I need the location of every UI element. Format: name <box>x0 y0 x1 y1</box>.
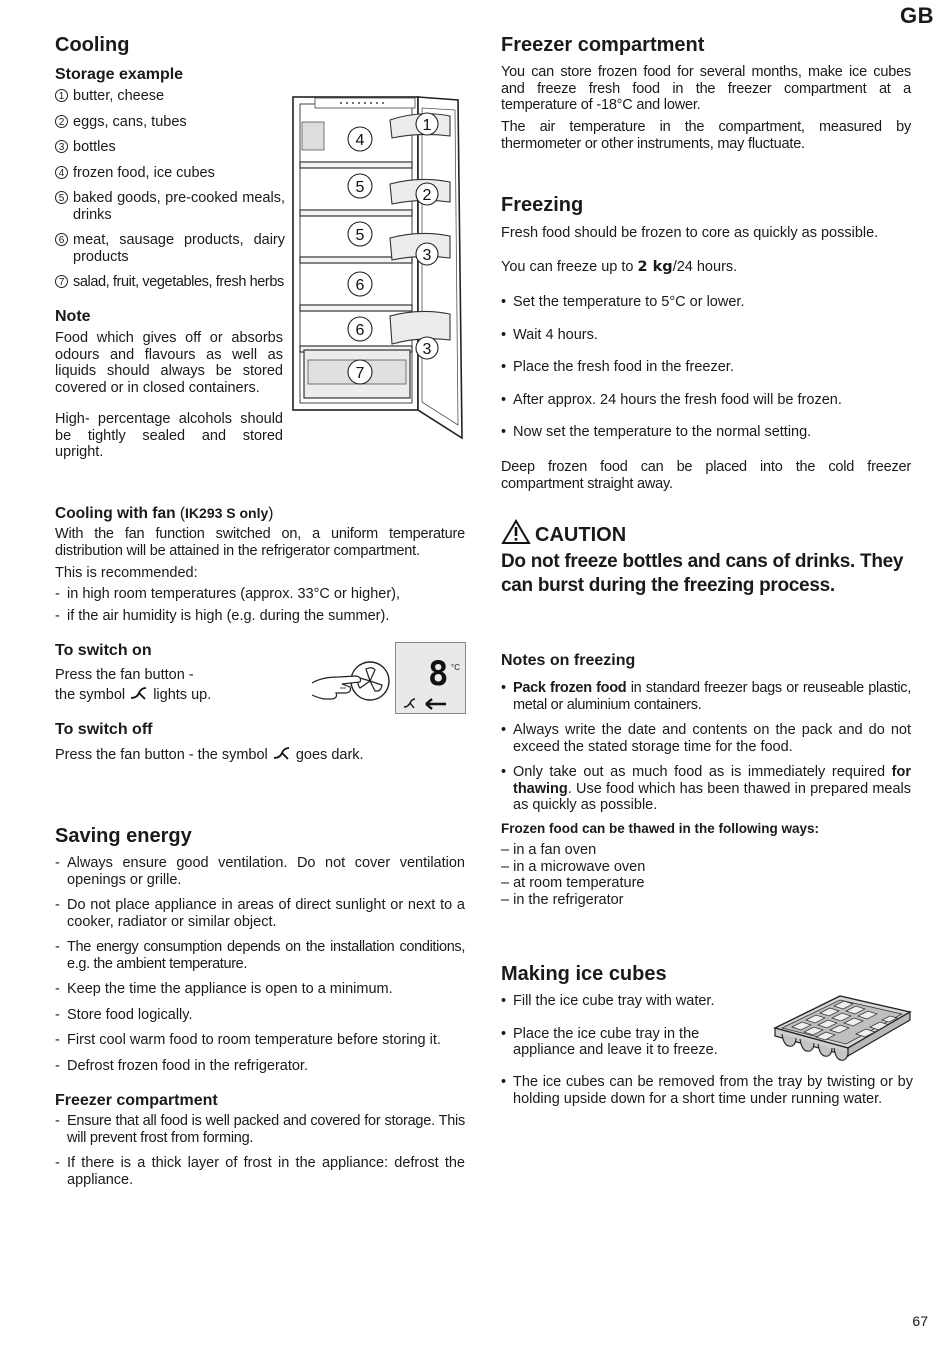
storage-item-text: bottles <box>73 139 116 155</box>
thaw-method: – in a microwave oven <box>501 858 646 875</box>
ice-step: • Fill the ice cube tray with water. <box>501 993 761 1010</box>
fan-condition-item: - if the air humidity is high (e.g. during the summer). <box>55 608 465 625</box>
storage-example-heading: Storage example <box>55 66 184 83</box>
fan-condition-item: - in high room temperatures (approx. 33°C or higher), <box>55 586 465 603</box>
caution-title: CAUTION <box>535 524 627 546</box>
energy-tip: - Do not place appliance in areas of direct sunlight or next to a cooker, radiator or similar object. <box>55 897 465 930</box>
warning-triangle-icon <box>501 519 531 545</box>
caution-text: Do not freeze bottles and cans of drinks. They can burst during the freezing process. <box>501 551 904 596</box>
fridge-label-6a: 6 <box>355 277 365 294</box>
door-label-3b: 3 <box>422 341 432 358</box>
notes-freezing-heading: Notes on freezing <box>501 652 636 669</box>
fridge-label-7: 7 <box>355 365 365 382</box>
notes-item-bold: for thawing <box>513 764 911 797</box>
fan-button-illustration <box>310 655 390 711</box>
page-number: 67 <box>912 1313 928 1329</box>
fridge-label-6b: 6 <box>355 322 365 339</box>
freezing-intro: Fresh food should be frozen to core as quickly as possible. <box>501 225 879 241</box>
freezing-step: • Now set the temperature to the normal setting. <box>501 424 911 441</box>
temperature-display <box>395 642 466 714</box>
freezing-capacity-c: /24 hours. <box>672 259 738 275</box>
circled-number: 6 <box>55 233 68 246</box>
fan-heading-paren-close: ) <box>268 505 274 522</box>
freezing-capacity <box>501 259 737 276</box>
freezing-step: • Wait 4 hours. <box>501 327 911 344</box>
energy-tip: - First cool warm food to room temperature before storing it. <box>55 1032 465 1049</box>
energy-tip: - Keep the time the appliance is open to a minimum. <box>55 981 465 998</box>
display-fan-arrow-icon <box>402 697 462 711</box>
circled-number: 7 <box>55 275 68 288</box>
fan-icon <box>129 686 149 702</box>
language-tag: GB <box>900 3 934 28</box>
thaw-methods-list <box>501 842 645 908</box>
storage-item <box>55 114 285 131</box>
door-label-3a: 3 <box>422 247 432 264</box>
fan-heading-model: IK293 S only <box>185 505 269 521</box>
display-unit: °C <box>451 663 460 672</box>
fan-icon <box>272 746 292 762</box>
notes-item-text-c: . Use food which has been thawed in prepared meals as quickly as possible. <box>513 780 911 813</box>
ice-step: • The ice cubes can be removed from the tray by twisting or by holding upside down for a short time under running water. <box>501 1074 913 1107</box>
ice-step: • Place the ice cube tray in the appliance and leave it to freeze. <box>501 1026 761 1059</box>
switch-on-heading: To switch on <box>55 642 152 659</box>
switch-on-line2 <box>55 686 211 704</box>
switch-off-heading: To switch off <box>55 721 153 738</box>
door-label-1: 1 <box>422 117 432 134</box>
storage-item <box>55 139 285 156</box>
notes-item: • Always write the date and contents on the pack and do not exceed the stated storage time for the food. <box>501 722 911 755</box>
energy-tip: - Defrost frozen food in the refrigerator. <box>55 1058 465 1075</box>
thaw-method: – in a fan oven <box>501 842 597 858</box>
notes-item-bold: Pack frozen food <box>513 680 627 696</box>
fan-heading <box>55 504 273 523</box>
freezing-capacity-amount: 2 kg <box>637 259 673 275</box>
door-label-2: 2 <box>422 187 432 204</box>
freezing-capacity-a: You can freeze up to <box>501 259 634 275</box>
notes-item-text: in standard freezer bags or reuseable plastic, metal or aluminium containers. <box>513 680 911 713</box>
thaw-heading: Frozen food can be thawed in the following ways: <box>501 821 820 836</box>
storage-item-text: frozen food, ice cubes <box>73 164 215 181</box>
note-text: Food which gives off or absorbs odours and flavours as well as liquids should always be stored covered or in closed containers. <box>55 330 283 396</box>
fan-heading-text: Cooling with fan <box>55 505 176 522</box>
storage-item-text: salad, fruit, vegetables, fresh herbs <box>73 274 284 290</box>
saving-energy-list <box>55 855 465 1074</box>
caution-heading <box>501 519 626 547</box>
switch-on-symbol-text: the symbol <box>55 687 126 703</box>
freezing-heading: Freezing <box>501 194 584 216</box>
freezer-tips-list <box>55 1113 465 1188</box>
freezer-tip: - If there is a thick layer of frost in the appliance: defrost the appliance. <box>55 1155 465 1188</box>
deep-frozen-note: Deep frozen food can be placed into the cold freezer compartment straight away. <box>501 459 911 492</box>
fan-recommended: This is recommended: <box>55 565 198 581</box>
storage-item <box>55 274 285 291</box>
switch-on-lights-text: lights up. <box>153 687 212 703</box>
circled-number: 5 <box>55 191 68 204</box>
ice-steps-bottom <box>501 1074 913 1107</box>
thaw-method: – in the refrigerator <box>501 891 624 908</box>
fridge-label-4: 4 <box>355 132 365 149</box>
freezer-temperature-note: The air temperature in the compartment, measured by thermometer or other instruments, may fluctuate. <box>501 119 911 152</box>
notes-item <box>501 764 911 814</box>
storage-item-text: baked goods, pre-cooked meals, drinks <box>73 190 285 223</box>
energy-tip: - Store food logically. <box>55 1007 465 1024</box>
note-heading: Note <box>55 308 91 325</box>
freezing-steps <box>501 294 911 441</box>
switch-off-text-b: goes dark. <box>295 747 364 763</box>
circled-number: 3 <box>55 140 68 153</box>
freezer-description: You can store frozen food for several months, make ice cubes and freeze fresh food in the freezer compartment at a temperature of -18°C and lower. <box>501 64 911 113</box>
ice-cubes-heading: Making ice cubes <box>501 963 667 985</box>
fridge-label-5a: 5 <box>355 179 365 196</box>
thaw-method: – at room temperature <box>501 875 645 891</box>
switch-off-text <box>55 746 364 764</box>
fridge-label-5b: 5 <box>355 227 365 244</box>
energy-tip: - Always ensure good ventilation. Do not cover ventilation openings or grille. <box>55 855 465 888</box>
notes-item-text-a: Only take out as much food as is immediately required <box>513 764 892 780</box>
storage-item <box>55 165 285 182</box>
freezing-step: • After approx. 24 hours the fresh food will be frozen. <box>501 392 911 409</box>
circled-number: 4 <box>55 166 68 179</box>
storage-list <box>55 88 285 300</box>
fan-heading-paren-open: ( <box>179 505 186 522</box>
ice-steps-top <box>501 993 761 1059</box>
energy-tip: - The energy consumption depends on the installation conditions, e.g. the ambient temperature. <box>55 939 465 972</box>
freezer-tips-heading: Freezer compartment <box>55 1092 218 1109</box>
freezing-step: • Place the fresh food in the freezer. <box>501 359 911 376</box>
notes-freezing-list <box>501 680 911 814</box>
ice-tray-illustration <box>770 990 915 1070</box>
notes-item <box>501 680 911 713</box>
cooling-heading: Cooling <box>55 34 130 56</box>
storage-item-text: eggs, cans, tubes <box>73 113 187 130</box>
storage-item <box>55 232 285 265</box>
storage-item <box>55 190 285 223</box>
freezer-tip: - Ensure that all food is well packed and covered for storage. This will prevent frost from forming. <box>55 1113 465 1146</box>
freezer-compartment-heading: Freezer compartment <box>501 34 705 56</box>
switch-off-text-a: Press the fan button - the symbol <box>55 747 268 763</box>
freezing-step: • Set the temperature to 5°C or lower. <box>501 294 911 311</box>
circled-number: 1 <box>55 89 68 102</box>
storage-item-text: butter, cheese <box>73 88 165 104</box>
display-digit: 8 <box>428 654 449 694</box>
fan-conditions-list <box>55 586 465 624</box>
storage-item-text: meat, sausage products, dairy products <box>73 232 285 265</box>
switch-on-line1: Press the fan button - <box>55 667 194 683</box>
circled-number: 2 <box>55 115 68 128</box>
saving-energy-heading: Saving energy <box>55 825 192 847</box>
fan-description: With the fan function switched on, a uniform temperature distribution will be attained in the refrigerator compartment. <box>55 526 465 559</box>
note-alcohol-text: High- percentage alcohols should be tightly sealed and stored upright. <box>55 411 283 460</box>
fridge-illustration <box>290 92 470 442</box>
storage-item <box>55 88 285 105</box>
